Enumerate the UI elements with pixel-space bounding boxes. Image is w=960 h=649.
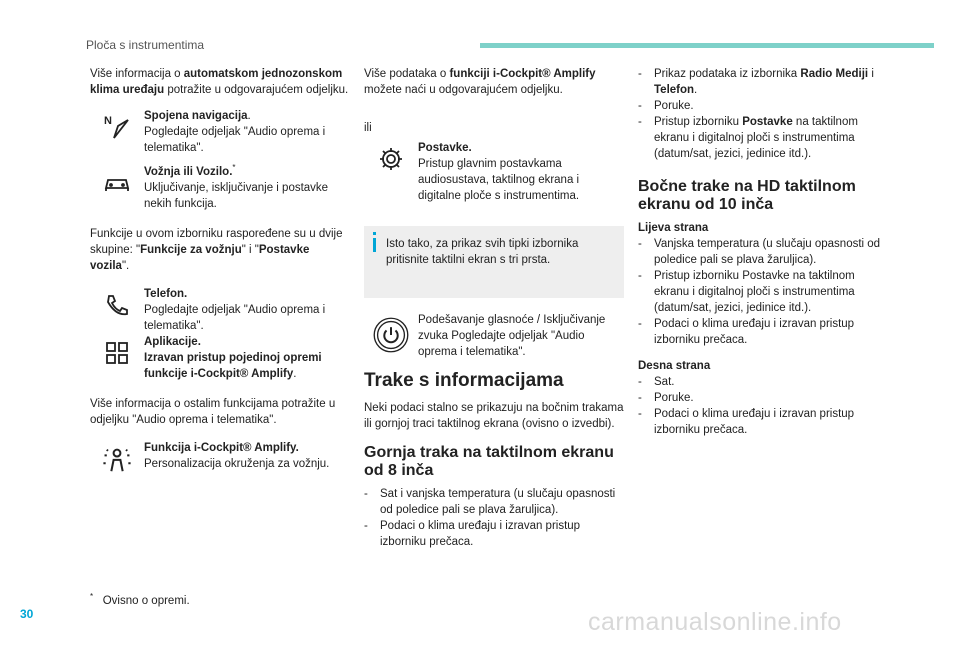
amplify-title: Funkcija i-Cockpit® Amplify.: [144, 442, 299, 454]
info-bars-text: Neki podaci stalno se prikazuju na bočnim trakama ili gornjoj traci taktilnog ekrana (ovisno o izvedbi).: [364, 402, 624, 430]
column-3: [638, 66, 888, 438]
top-bar-list-continued: [638, 66, 888, 162]
car-icon: [90, 164, 144, 212]
column-2: [364, 66, 624, 550]
list-item: - Poruke.: [638, 98, 888, 114]
header-accent-bar: [480, 43, 934, 48]
volume-text: Podešavanje glasnoće / Isključivanje zvuka Pogledajte odjeljak "Audio oprema i telematika".: [418, 314, 606, 358]
right-side-list: [638, 374, 888, 438]
connected-nav-row: N Spojena navigacija. Pogledajte odjeljak "Audio oprema i telematika".: [90, 108, 350, 156]
power-button-icon: [364, 312, 418, 360]
list-item: - Poruke.: [638, 390, 888, 406]
page-number: 30: [20, 607, 34, 621]
list-item: - Vanjska temperatura (u slučaju opasnosti od poledice pali se plava žaruljica).: [638, 236, 888, 268]
apps-text: Izravan pristup pojedinoj opremi funkcije i-Cockpit® Amplify: [144, 352, 322, 380]
settings-text: Pristup glavnim postavkama audiosustava, taktilnog ekrana i digitalne ploče s instrumentima.: [418, 158, 580, 202]
section-header: Ploča s instrumentima: [86, 38, 205, 52]
amplify-person-icon: [90, 440, 144, 478]
amplify-text: Personalizacija okruženja za vožnju.: [144, 458, 330, 470]
top-bar-list: [364, 486, 624, 550]
navigation-icon: [90, 108, 144, 156]
watermark: carmanualsonline.info: [588, 608, 842, 636]
list-item: - Podaci o klima uređaju i izravan pristup izborniku prečaca.: [638, 406, 888, 438]
column-1: [90, 66, 350, 478]
gear-icon: [364, 140, 418, 204]
list-item: - Podaci o klima uređaju i izravan pristup izborniku prečaca.: [638, 316, 888, 348]
info-icon: [373, 238, 376, 252]
phone-row: [90, 286, 350, 334]
apps-row: Aplikacije. Izravan pristup pojedinoj opremi funkcije i-Cockpit® Amplify.: [90, 334, 350, 382]
apps-grid-icon: [90, 334, 144, 382]
driving-text: Uključivanje, isključivanje i postavke nekih funkcija.: [144, 182, 329, 210]
right-side-label: Desna strana: [638, 360, 711, 372]
connected-nav-text: Pogledajte odjeljak "Audio oprema i telematika".: [144, 126, 326, 154]
phone-text: Pogledajte odjeljak "Audio oprema i telematika".: [144, 304, 326, 332]
connected-nav-title: Spojena navigacija: [144, 110, 248, 122]
driving-title: Vožnja ili Vozilo.: [144, 166, 233, 178]
list-item: - Pristup izborniku Postavke na taktilnom ekranu i digitalnoj ploči s instrumentima (datum/sat, jezici, jedinice itd.).: [638, 268, 888, 316]
top-bar-heading: Gornja traka na taktilnom ekranu od 8 inča: [364, 444, 614, 479]
list-item: - Sat.: [638, 374, 888, 390]
settings-row: [364, 140, 624, 204]
more-info-text: Više informacija o ostalim funkcijama potražite u odjeljku "Audio oprema i telematika".: [90, 398, 336, 426]
volume-row: [364, 312, 624, 360]
list-item: - Prikaz podataka iz izbornika Radio Mediji i Telefon.: [638, 66, 888, 98]
info-note: [364, 226, 624, 298]
list-item: - Pristup izborniku Postavke na taktilnom ekranu i digitalnoj ploči s instrumentima (datum/sat, jezici, jedinice itd.).: [638, 114, 888, 162]
footnote: * Ovisno o opremi.: [90, 592, 190, 607]
driving-row: Vožnja ili Vozilo.* Uključivanje, isključivanje i postavke nekih funkcija.: [90, 164, 350, 212]
groups-text: Funkcije u ovom izborniku raspoređene su u dvije skupine: "Funkcije za vožnju" i "Postavke vozila".: [90, 228, 343, 272]
list-item: - Podaci o klima uređaju i izravan pristup izborniku prečaca.: [364, 518, 624, 550]
settings-title: Postavke.: [418, 142, 472, 154]
info-icon-dot: [373, 232, 376, 235]
side-bars-heading: Bočne trake na HD taktilnom ekranu od 10 inča: [638, 178, 856, 213]
amplify-row: [90, 440, 350, 478]
left-side-list: [638, 236, 888, 348]
svg-text:N: N: [104, 115, 112, 127]
info-bars-heading: Trake s informacijama: [364, 370, 564, 391]
or-text: ili: [364, 122, 372, 134]
info-note-text: Isto tako, za prikaz svih tipki izbornika pritisnite taktilni ekran s tri prsta.: [386, 238, 579, 266]
apps-title: Aplikacije.: [144, 336, 201, 348]
phone-title: Telefon.: [144, 288, 188, 300]
list-item: - Sat i vanjska temperatura (u slučaju opasnosti od poledice pali se plava žaruljica).: [364, 486, 624, 518]
climate-intro: Više informacija o automatskom jednozonskom klima uređaju potražite u odgovarajućem odjeljku.: [90, 68, 349, 96]
amplify-intro: Više podataka o funkciji i-Cockpit® Amplify možete naći u odgovarajućem odjeljku.: [364, 68, 596, 96]
phone-icon: [90, 286, 144, 334]
left-side-label: Lijeva strana: [638, 222, 709, 234]
